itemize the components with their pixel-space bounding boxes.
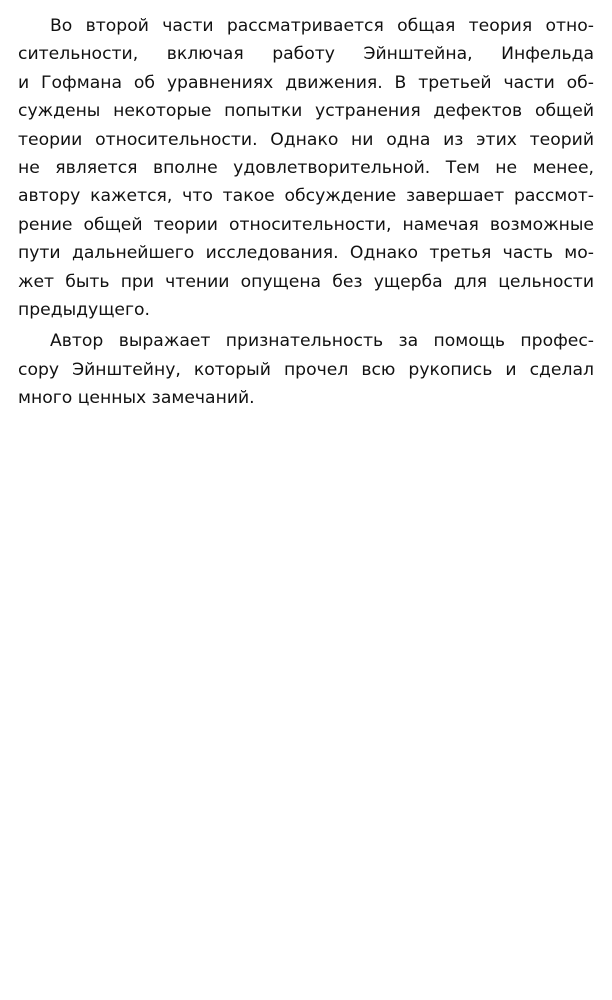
text-line: сительности, включая работу Эйнштейна, Инфельда [18,44,594,65]
text-line: жет быть при чтении опущена без ущерба для цельности [18,271,594,292]
text-line: рение общей теории относительности, намечая возможные [18,214,594,235]
text-line: Автор выражает признательность за помощь профес- [50,331,594,352]
text-line: предыдущего. [18,299,151,320]
paragraph-2 [18,327,594,412]
text-line: много ценных замечаний. [18,388,255,409]
text-line: автору кажется, что такое обсуждение завершает рассмот- [18,186,594,207]
text-line: сору Эйнштейну, который прочел всю рукопись и сделал [18,359,594,380]
text-line: не является вполне удовлетворительной. Тем не менее, [18,157,594,178]
paragraph-1 [18,12,594,324]
text-line: теории относительности. Однако ни одна из этих теорий [18,129,594,150]
text-line: суждены некоторые попытки устранения дефектов общей [18,101,594,122]
text-line: пути дальнейшего исследования. Однако третья часть мо- [18,243,594,264]
page-text [18,12,594,412]
text-line: Во второй части рассматривается общая теория отно- [50,16,594,36]
text-line: и Гофмана об уравнениях движения. В третьей части об- [18,72,594,93]
